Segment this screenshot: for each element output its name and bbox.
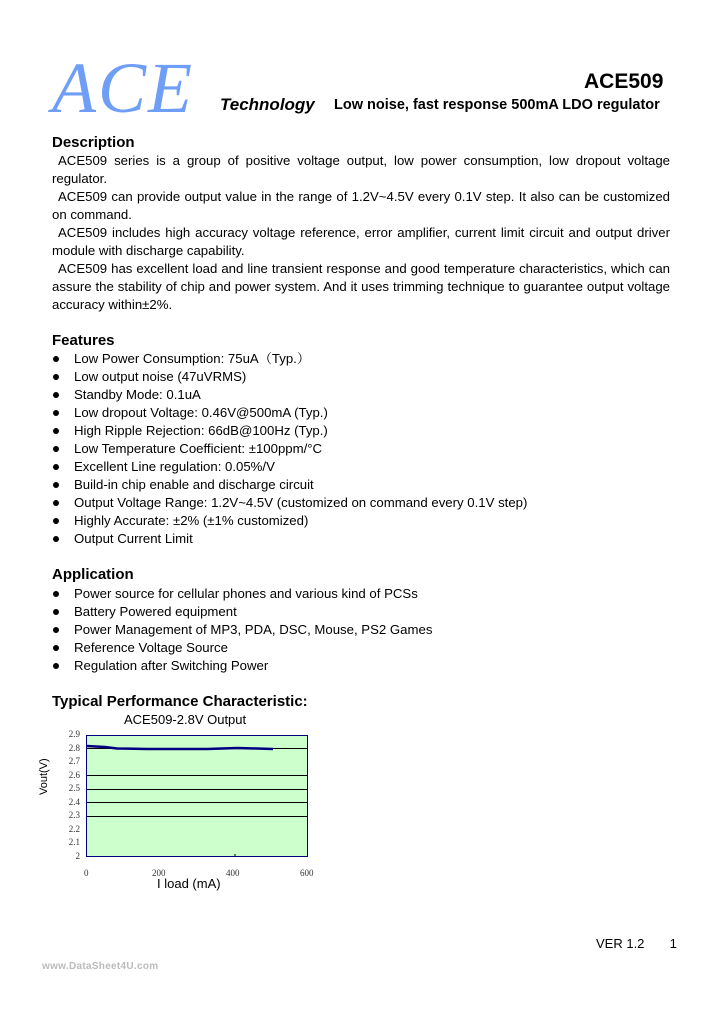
list-item: Low dropout Voltage: 0.46V@500mA (Typ.) [52, 404, 527, 422]
application-list [52, 585, 432, 675]
y-tick: 2 [75, 851, 80, 861]
watermark-link[interactable]: www.DataSheet4U.com [42, 961, 159, 972]
list-item: Power Management of MP3, PDA, DSC, Mouse, PS2 Games [52, 621, 432, 639]
y-tick: 2.2 [68, 824, 80, 834]
document-subtitle: Low noise, fast response 500mA LDO regulator [334, 97, 660, 113]
page-footer [596, 936, 677, 951]
list-item: Low Power Consumption: 75uA（Typ.） [52, 350, 527, 368]
version-label: VER 1.2 [596, 936, 645, 951]
vout-series-line [87, 746, 273, 749]
company-logo: ACE [52, 48, 194, 128]
description-paragraph: ACE509 includes high accuracy voltage reference, error amplifier, current limit circuit and output driver module with discharge capability. [52, 225, 670, 258]
x-axis-label: I load (mA) [157, 876, 221, 891]
gridlines [87, 749, 307, 817]
x-tick: 0 [84, 868, 89, 878]
list-item: Output Current Limit [52, 530, 527, 548]
list-item: Low output noise (47uVRMS) [52, 368, 527, 386]
x-tick: 600 [300, 868, 314, 878]
features-heading: Features [52, 332, 115, 349]
y-tick: 2.8 [68, 743, 80, 753]
list-item: Output Voltage Range: 1.2V~4.5V (customized on command every 0.1V step) [52, 494, 527, 512]
list-item: Highly Accurate: ±2% (±1% customized) [52, 512, 527, 530]
chart-svg [87, 736, 307, 856]
y-tick: 2.3 [68, 810, 80, 820]
description-body [52, 152, 670, 314]
list-item: Reference Voltage Source [52, 639, 432, 657]
list-item: Power source for cellular phones and various kind of PCSs [52, 585, 432, 603]
y-tick: 2.5 [68, 783, 80, 793]
application-heading: Application [52, 566, 134, 583]
chart-plot-area [86, 735, 308, 857]
logo-tagline: Technology [220, 95, 315, 114]
y-tick: 2.1 [68, 837, 80, 847]
features-list [52, 350, 527, 548]
y-tick: 2.6 [68, 770, 80, 780]
list-item: Build-in chip enable and discharge circuit [52, 476, 527, 494]
part-number: ACE509 [584, 70, 664, 93]
description-heading: Description [52, 134, 135, 151]
x-tick: 400 [226, 868, 240, 878]
y-tick: 2.9 [68, 729, 80, 739]
description-paragraph: ACE509 has excellent load and line transient response and good temperature characteristics, which can assure the stability of chip and power system. And it uses trimming technique to guarantee output voltage accuracy within±2%. [52, 261, 670, 312]
x-tick: 200 [152, 868, 166, 878]
description-paragraph: ACE509 series is a group of positive voltage output, low power consumption, low dropout voltage regulator. [52, 153, 670, 186]
list-item: Regulation after Switching Power [52, 657, 432, 675]
list-item: Low Temperature Coefficient: ±100ppm/°C [52, 440, 527, 458]
list-item: High Ripple Rejection: 66dB@100Hz (Typ.) [52, 422, 527, 440]
y-tick: 2.4 [68, 797, 80, 807]
description-paragraph: ACE509 can provide output value in the range of 1.2V~4.5V every 0.1V step. It also can be customized on command. [52, 189, 670, 222]
performance-heading: Typical Performance Characteristic: [52, 693, 308, 710]
list-item: Battery Powered equipment [52, 603, 432, 621]
page-number: 1 [669, 936, 677, 951]
y-tick: 2.7 [68, 756, 80, 766]
list-item: Standby Mode: 0.1uA [52, 386, 527, 404]
y-axis-label: Vout(V) [38, 758, 50, 795]
chart-title: ACE509-2.8V Output [124, 712, 247, 727]
list-item: Excellent Line regulation: 0.05%/V [52, 458, 527, 476]
